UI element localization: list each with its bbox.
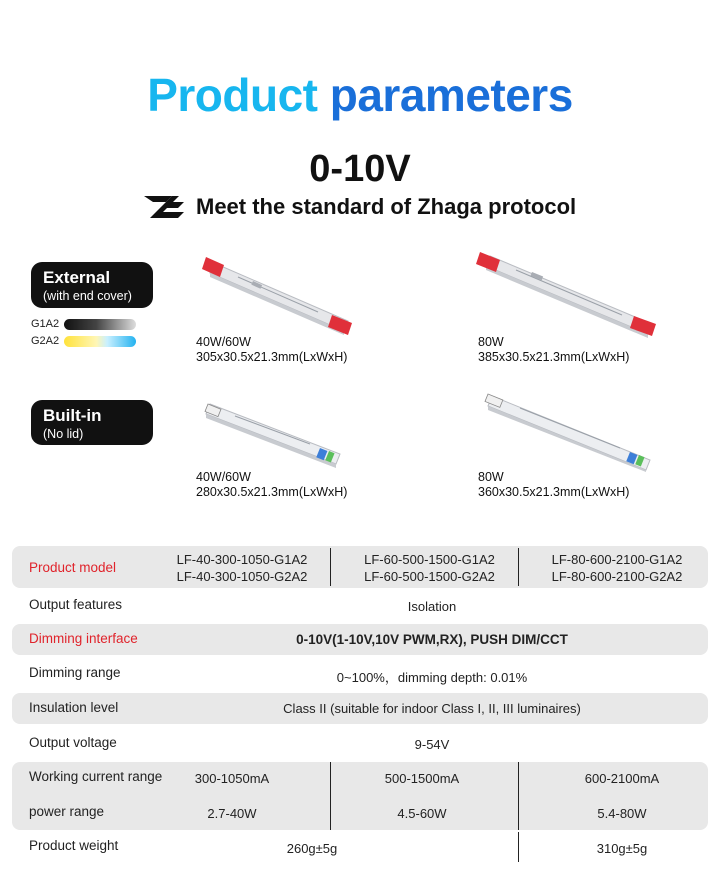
power-label: 40W/60W (196, 335, 251, 349)
model-cell (337, 551, 522, 585)
protocol-title: 0-10V (309, 148, 411, 190)
builtin-label: Built-in (43, 406, 102, 425)
row-header: Product model (29, 560, 117, 575)
column-divider (518, 762, 519, 830)
swatch-g1a2 (31, 318, 136, 330)
size-label: 280x30.5x21.3mm(LxWxH) (196, 485, 348, 499)
power-label: 40W/60W (196, 470, 251, 484)
title-part2: parameters (329, 69, 573, 121)
row-header: Dimming interface (29, 631, 138, 646)
page-title (0, 68, 720, 122)
current-value: 500-1500mA (384, 771, 460, 786)
weight-value: 260g±5g (286, 841, 338, 856)
row-header: Insulation level (29, 700, 119, 715)
row-header: Output features (29, 597, 123, 612)
swatch-g2a2 (31, 335, 136, 347)
builtin-sub: (No lid) (43, 427, 84, 441)
power-label: 80W (478, 335, 504, 349)
row-value: 0-10V(1-10V,10V PWM,RX), PUSH DIM/CCT (296, 632, 568, 647)
table-row-product-weight (12, 832, 708, 864)
table-row-dimming-range (12, 658, 708, 690)
swatch-label: G1A2 (31, 318, 60, 330)
zhaga-logo-icon (142, 193, 186, 221)
title-part1: Product (147, 69, 318, 121)
zhaga-text: Meet the standard of Zhaga protocol (196, 194, 577, 219)
swatch-label: G2A2 (31, 335, 60, 347)
model-g2a2: LF-40-300-1050-G2A2 (176, 569, 308, 584)
power-label: 80W (478, 470, 504, 484)
swatch-bar (64, 319, 136, 330)
row-header: power range (29, 804, 105, 819)
size-label: 305x30.5x21.3mm(LxWxH) (196, 350, 348, 364)
model-g2a2: LF-60-500-1500-G2A2 (364, 569, 495, 584)
external-badge (31, 262, 153, 308)
external-driver-image-large (472, 250, 662, 338)
row-value: 9-54V (414, 737, 450, 752)
builtin-spec-large (478, 470, 629, 500)
current-value: 600-2100mA (584, 771, 660, 786)
external-driver-image-small (198, 255, 358, 335)
model-cell (157, 551, 327, 585)
power-value: 5.4-80W (597, 806, 647, 821)
table-row-output-voltage (12, 728, 708, 760)
weight-value: 310g±5g (596, 841, 648, 856)
size-label: 360x30.5x21.3mm(LxWxH) (478, 485, 630, 499)
row-value: 0~100%，dimming depth: 0.01% (336, 670, 528, 685)
row-header: Working current range (29, 769, 163, 784)
row-header: Dimming range (29, 665, 121, 680)
model-g1a2: LF-60-500-1500-G1A2 (364, 552, 495, 567)
model-cell (527, 551, 707, 585)
external-label: External (43, 268, 111, 287)
row-value: Class II (suitable for indoor Class I, II, III luminaires) (283, 701, 581, 716)
power-value: 2.7-40W (207, 806, 257, 821)
column-divider (330, 548, 331, 586)
zhaga-line (142, 192, 576, 222)
model-g2a2: LF-80-600-2100-G2A2 (551, 569, 683, 584)
builtin-driver-image-small (200, 398, 350, 468)
table-row-dimming-interface (12, 624, 708, 655)
column-divider (518, 548, 519, 586)
external-sub: (with end cover) (43, 289, 132, 303)
column-divider (330, 762, 331, 830)
current-value: 300-1050mA (194, 771, 270, 786)
power-value: 4.5-60W (397, 806, 447, 821)
table-row-insulation-level (12, 693, 708, 724)
builtin-driver-image-large (480, 390, 660, 472)
table-row-product-model (12, 546, 708, 588)
external-spec-small (196, 335, 347, 365)
builtin-badge (31, 400, 153, 445)
swatch-bar (64, 336, 136, 347)
builtin-spec-small (196, 470, 347, 500)
model-g1a2: LF-80-600-2100-G1A2 (551, 552, 683, 567)
external-spec-large (478, 335, 629, 365)
size-label: 385x30.5x21.3mm(LxWxH) (478, 350, 630, 364)
table-row-output-features (12, 590, 708, 622)
column-divider (518, 832, 519, 862)
row-value: Isolation (407, 599, 457, 614)
row-header: Product weight (29, 838, 119, 853)
model-g1a2: LF-40-300-1050-G1A2 (176, 552, 308, 567)
row-header: Output voltage (29, 735, 117, 750)
table-block-current-power (12, 762, 708, 830)
